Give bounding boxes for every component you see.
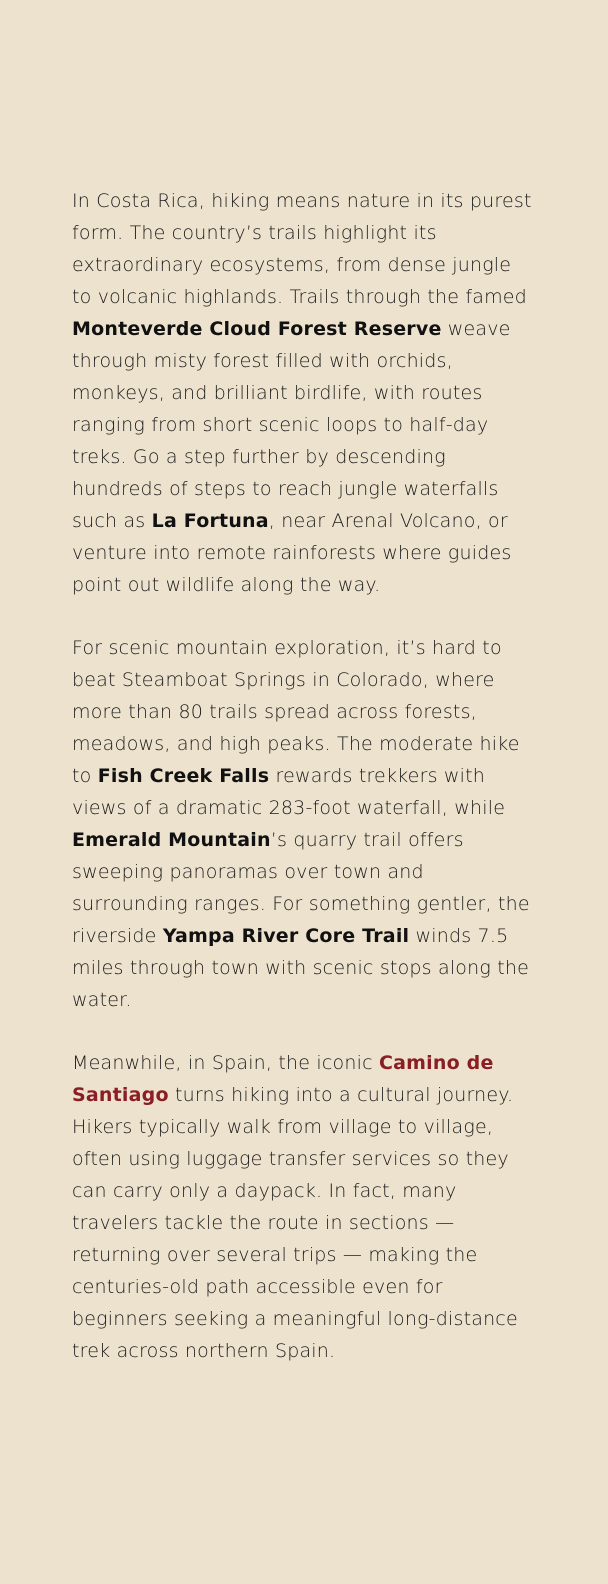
text-segment: , near Arenal Volcano, or venture into remote rainforests where guides point out wildlife along the way. (72, 510, 512, 596)
camino-de-santiago-link[interactable]: Camino de Santiago (72, 1052, 494, 1106)
paragraph-costa-rica (72, 185, 536, 601)
paragraph-steamboat-springs (72, 632, 536, 1016)
highlight-yampa-river-trail: Yampa River Core Trail (162, 925, 410, 947)
text-segment: turns hiking into a cultural journey. Hikers typically walk from village to village, often using luggage transfer services so they can carry only a daypack. In fact, many travelers tackle the route in sections — returning over several trips — making the centuries-old path accessible even for beginners seeking a meaningful long-distance trek across northern Spain. (72, 1084, 518, 1362)
text-segment: winds 7.5 miles through town with scenic stops along the water. (72, 925, 529, 1011)
text-segment: Meanwhile, in Spain, the iconic (72, 1052, 379, 1074)
paragraph-camino-de-santiago (72, 1047, 536, 1367)
text-segment: rewards trekkers with views of a dramatic 283-foot waterfall, while (72, 765, 506, 819)
highlight-emerald-mountain: Emerald Mountain (72, 829, 271, 851)
article-body (72, 185, 536, 1398)
text-segment: In Costa Rica, hiking means nature in its purest form. The country’s trails highlight its extraordinary ecosystems, from dense jungle to volcanic highlands. Trails through the famed (72, 190, 532, 308)
highlight-monteverde: Monteverde Cloud Forest Reserve (72, 318, 442, 340)
text-segment: ’s quarry trail offers sweeping panoramas over town and surrounding ranges. For something gentler, the riverside (72, 829, 530, 947)
text-segment: weave through misty forest filled with orchids, monkeys, and brilliant birdlife, with routes ranging from short scenic loops to half-day treks. Go a step further by descending hundreds of steps to reach jungle waterfalls such as (72, 318, 511, 532)
highlight-fish-creek-falls: Fish Creek Falls (97, 765, 270, 787)
text-segment: For scenic mountain exploration, it’s hard to beat Steamboat Springs in Colorado, where more than 80 trails spread across forests, meadows, and high peaks. The moderate hike to (72, 637, 520, 787)
highlight-la-fortuna: La Fortuna (151, 510, 269, 532)
